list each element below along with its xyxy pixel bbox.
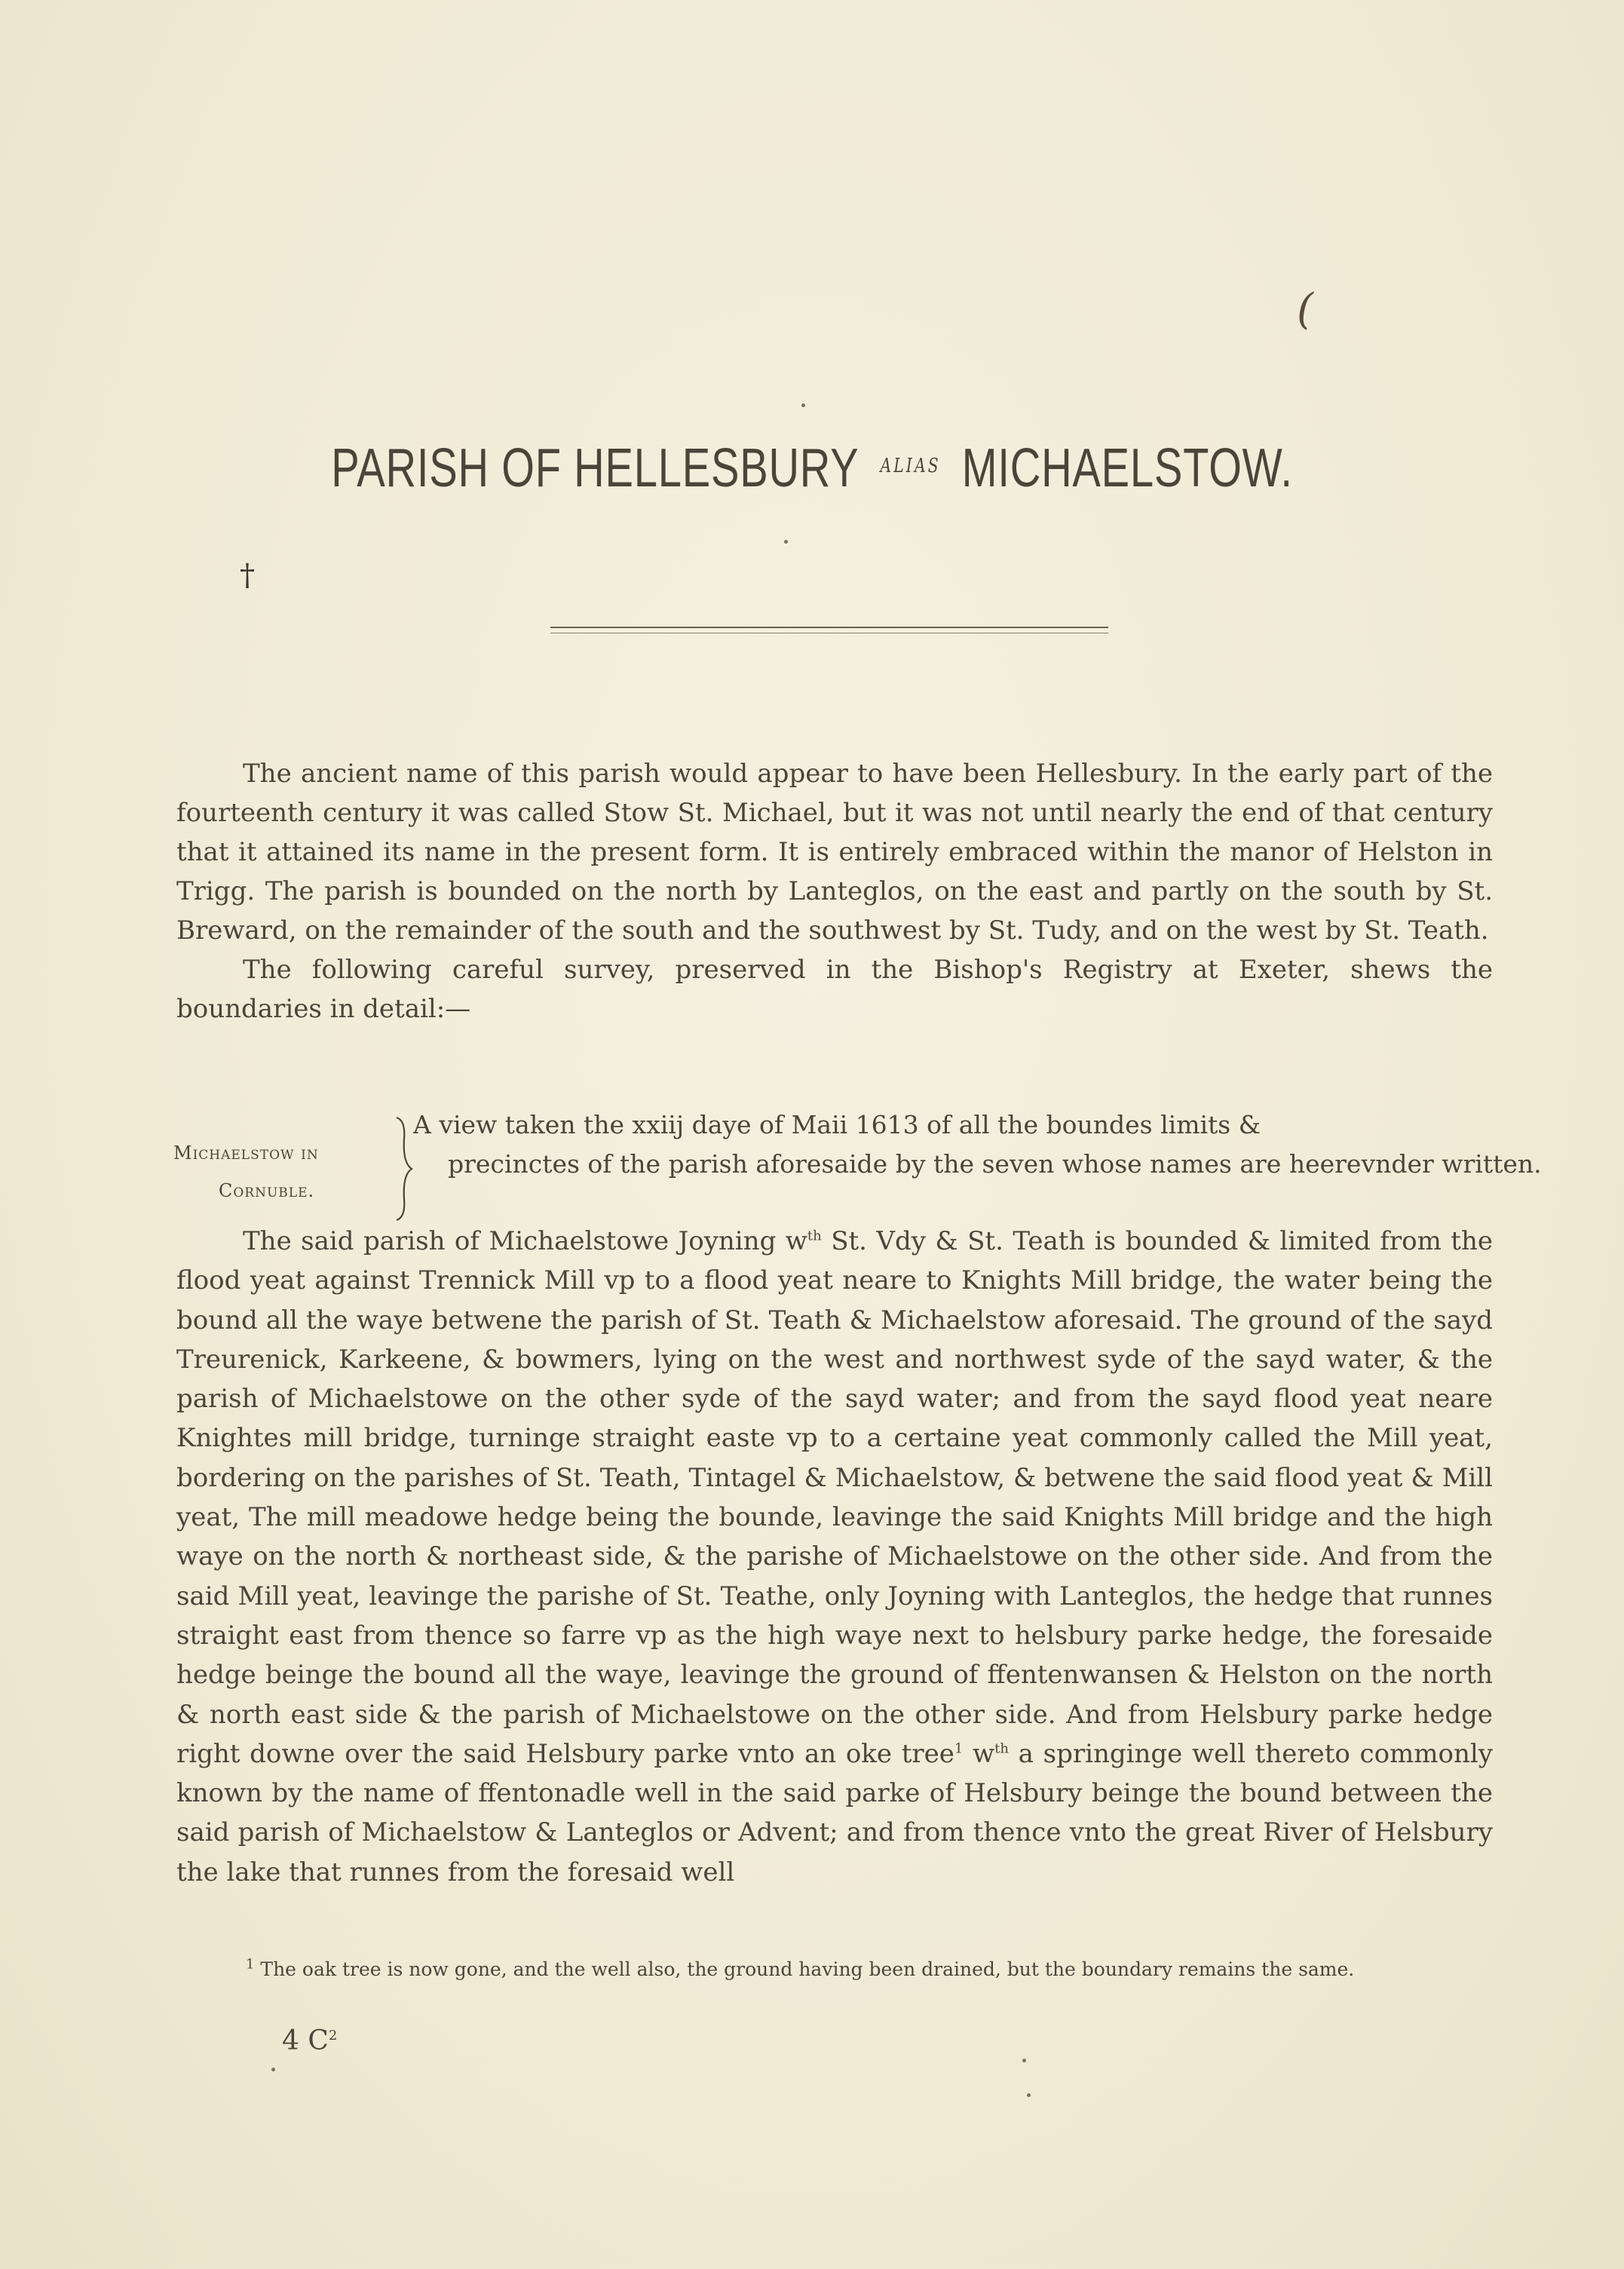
dagger-mark: † — [240, 558, 255, 593]
side-label-line-2: Cornuble. — [219, 1180, 315, 1201]
speck — [1022, 2059, 1026, 2062]
footnote — [164, 1953, 1493, 1986]
footnote-marker: 1 — [246, 1956, 255, 1973]
body-sup-with-1: th — [807, 1228, 822, 1244]
speck — [784, 540, 788, 544]
signature-main: 4 C — [282, 2025, 329, 2056]
intro-paragraph-1: The ancient name of this parish would appear to have been Hellesbury. In the early part of the fourteenth century it was called Stow St. Michael, but it was not until nearly the end of that century that it attained its name in the present form. It is entirely embraced within the manor of Helston in Trigg. The parish is bounded on the north by Lanteglos, on the east and partly on the south by St. Breward, on the remainder of the south and the southwest by St. Tudy, and on the west by St. Teath. — [176, 759, 1493, 946]
title-alias: ALIAS — [880, 454, 941, 477]
survey-body — [176, 1222, 1493, 1892]
body-sup-with-2: th — [994, 1740, 1009, 1757]
speck — [1027, 2093, 1031, 2097]
survey-heading — [173, 1105, 1542, 1226]
body-text-1: The said parish of Michaelstowe Joyning w — [243, 1226, 807, 1256]
page-corner-mark: ( — [1297, 285, 1313, 334]
intro-section — [176, 754, 1493, 1029]
view-line-1: A view taken the xxiij daye of Maii 1613 of all the boundes limits & — [413, 1110, 1261, 1139]
title-divider — [550, 627, 1108, 633]
footnote-text: The oak tree is now gone, and the well also, the ground having been drained, but the boundary remains the same. — [254, 1958, 1355, 1980]
brace-icon — [392, 1116, 415, 1222]
speck — [801, 403, 805, 407]
body-text-2: St. Vdy & St. Teath is bounded & limited from the flood yeat against Trennick Mill vp to a flood yeat neare to Knights Mill bridge, the water being the bound all the waye betwene the parish of St. Teath & Michaelstow aforesaid. The ground of the sayd Treurenick, Karkeene, & bowmers, lying on the west and northwest syde of the sayd water, & the parish of Michaelstowe on the other syde of the sayd water; and from the sayd flood yeat neare Knightes mill bridge, turninge straight easte vp to a certaine yeat commonly called the Mill yeat, bordering on the parishes of St. Teath, Tintagel & Michaelstow, & betwene the said flood yeat & Mill yeat, The mill meadowe hedge being the bounde, leavinge the said Knights Mill bridge and the high waye on the north & northeast side, & the parishe of Michaelstowe on the other side. And from the said Mill yeat, leavinge the parishe of St. Teathe, only Joyning with Lanteglos, the hedge that runnes straight east from thence so farre vp as the high waye next to helsbury parke hedge, the foresaide hedge beinge the bound all the waye, leavinge the ground of ffentenwansen & Helston on the north & north east side & the parish of Michaelstowe on the other side. And from Helsbury parke hedge right downe over the said Helsbury parke vnto an oke tree — [176, 1226, 1493, 1769]
signature-sup: 2 — [328, 2028, 338, 2044]
body-text-4: a springinge well thereto commonly known by the name of ffentonadle well in the said parke of Helsbury beinge the bound between the said parish of Michaelstow & Lanteglos or Advent; and from thence vnto the great River of Helsbury the lake that runnes from the foresaid well — [176, 1738, 1493, 1887]
body-text-3: w — [963, 1738, 995, 1769]
side-label — [173, 1134, 392, 1210]
side-label-line-1: Michaelstow in — [173, 1142, 319, 1164]
survey-paragraph — [176, 1222, 1493, 1892]
speck — [271, 2068, 275, 2071]
footnote-ref: 1 — [954, 1740, 964, 1757]
signature-mark — [282, 2025, 337, 2056]
page-title — [179, 437, 1445, 499]
title-left: PARISH OF HELLESBURY — [331, 438, 859, 498]
intro-paragraph-2: The following careful survey, preserved in the Bishop's Registry at Exeter, shews the boundaries in detail:— — [176, 955, 1493, 1024]
title-right: MICHAELSTOW. — [961, 438, 1293, 498]
survey-view-text — [413, 1105, 1624, 1184]
view-rest: precinctes of the parish aforesaide by the seven whose names are heerevnder written. — [448, 1149, 1542, 1179]
